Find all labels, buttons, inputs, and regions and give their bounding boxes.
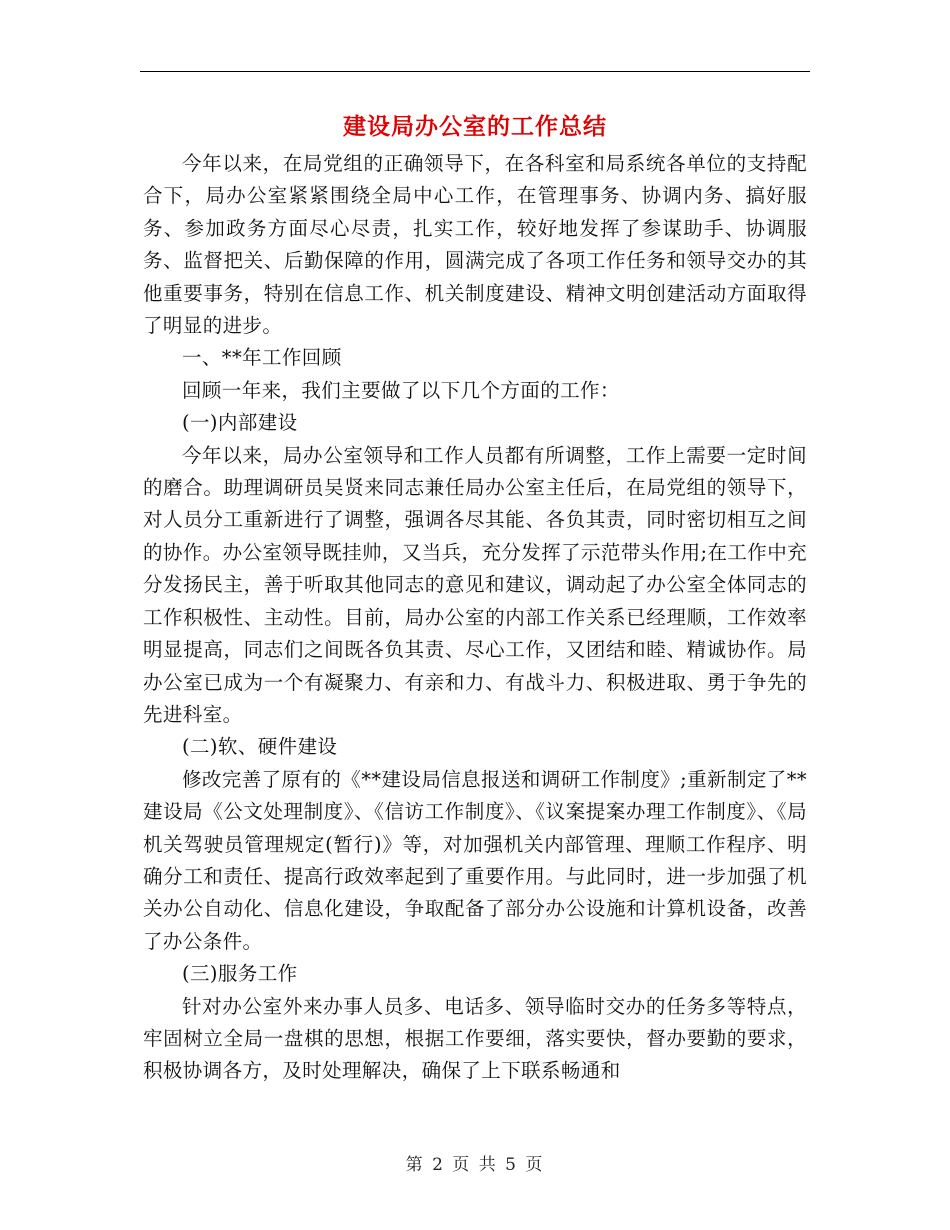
header-rule (140, 71, 810, 72)
subsection-heading-internal: (一)内部建设 (182, 411, 298, 435)
intro-paragraph: 今年以来，在局党组的正确领导下，在各科室和局系统各单位的支持配合下，局办公室紧紧围绕全局中心工作，在管理事务、协调内务、搞好服务、参加政务方面尽心尽责，扎实工作，较好地发挥了参谋助手、协调服务、监督把关、后勤保障的作用，圆满完成了各项工作任务和领导交办的其他重要事务，特别在信息工作、机关制度建设、精神文明创建活动方面取得了明显的进步。 (143, 152, 807, 338)
subsection-heading-service: (三)服务工作 (182, 962, 298, 986)
document-body (143, 148, 807, 1088)
subsection-heading-software-hardware: (二)软、硬件建设 (182, 735, 338, 759)
section-heading-review: 一、**年工作回顾 (182, 346, 342, 370)
software-hardware-paragraph: 修改完善了原有的《**建设局信息报送和调研工作制度》;重新制定了**建设局《公文处理制度》、《信访工作制度》、《议案提案办理工作制度》、《局机关驾驶员管理规定(暂行)》等，对加强机关内部管理、理顺工作程序、明确分工和责任、提高行政效率起到了重要作用。与此同时，进一步加强了机关办公自动化、信息化建设，争取配备了部分办公设施和计算机设备，改善了办公条件。 (143, 767, 807, 953)
internal-building-paragraph: 今年以来，局办公室领导和工作人员都有所调整，工作上需要一定时间的磨合。助理调研员吴贤来同志兼任局办公室主任后，在局党组的领导下，对人员分工重新进行了调整，强调各尽其能、各负其责，同时密切相互之间的协作。办公室领导既挂帅，又当兵，充分发挥了示范带头作用;在工作中充分发扬民主，善于听取其他同志的意见和建议，调动起了办公室全体同志的工作积极性、主动性。目前，局办公室的内部工作关系已经理顺，工作效率明显提高，同志们之间既各负其责、尽心工作，又团结和睦、精诚协作。局办公室已成为一个有凝聚力、有亲和力、有战斗力、积极进取、勇于争先的先进科室。 (143, 443, 807, 726)
review-intro-paragraph: 回顾一年来，我们主要做了以下几个方面的工作： (182, 378, 620, 402)
service-paragraph: 针对办公室外来办事人员多、电话多、领导临时交办的任务多等特点，牢固树立全局一盘棋的思想，根据工作要细，落实要快，督办要勤的要求，积极协调各方，及时处理解决，确保了上下联系畅通和 (143, 994, 807, 1083)
page-number-footer: 第 2 页 共 5 页 (405, 1155, 545, 1175)
document-title: 建设局办公室的工作总结 (343, 113, 607, 140)
